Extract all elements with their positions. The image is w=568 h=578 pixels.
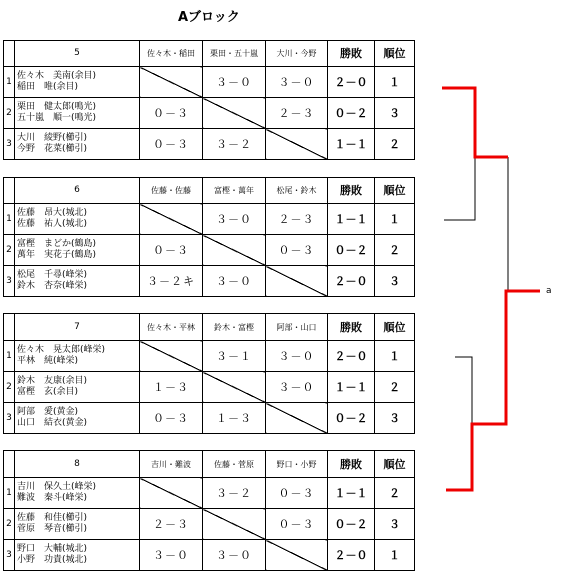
opponent-header: 吉川・難波	[140, 451, 203, 478]
match-result: ２－３	[266, 204, 328, 235]
match-result: ０－３	[140, 129, 203, 160]
win-loss: ２－０	[328, 266, 375, 297]
match-result: ３－２	[203, 129, 266, 160]
row-index: 1	[4, 478, 15, 509]
opponent-header: 富樫・萬年	[203, 178, 266, 204]
player-name: 佐々木 晃太郎(峰栄)	[17, 345, 106, 355]
row-index: 3	[4, 540, 15, 571]
player-name: 吉川 保久土(峰栄)	[17, 482, 97, 492]
match-result: ３－１	[203, 341, 266, 372]
player-name: 佐藤 和佳(櫛引)	[17, 513, 88, 523]
match-result: ３－２キ	[140, 266, 203, 297]
bracket-winner-group5	[442, 88, 508, 157]
match-result: ０－３	[140, 98, 203, 129]
row-index: 3	[4, 266, 15, 297]
player-name: 難波 秦斗(峰栄)	[17, 493, 88, 503]
opponent-header: 野口・小野	[266, 451, 328, 478]
row-index: 2	[4, 98, 15, 129]
player-name: 大川 綾野(櫛引)	[17, 133, 88, 143]
rank: ２	[375, 478, 415, 509]
rank: ３	[375, 266, 415, 297]
rank: ２	[375, 235, 415, 266]
win-loss: １－１	[328, 204, 375, 235]
player-name: 栗田 健太郎(鳴光)	[17, 102, 97, 112]
match-result: ３－０	[203, 204, 266, 235]
player-name: 富樫 まどか(鶴島)	[17, 239, 97, 249]
group-number: 7	[15, 314, 140, 341]
rank: １	[375, 67, 415, 98]
opponent-header: 栗田・五十嵐	[203, 41, 266, 67]
final-label: a	[546, 286, 552, 296]
win-loss: １－１	[328, 372, 375, 403]
match-result: ３－０	[266, 372, 328, 403]
match-result: ０－３	[140, 235, 203, 266]
group-number: 5	[15, 41, 140, 67]
match-result: １－３	[140, 372, 203, 403]
rank-header: 順位	[375, 451, 415, 478]
match-result: ２－３	[140, 509, 203, 540]
player-name: 今野 花菜(櫛引)	[17, 144, 88, 154]
opponent-header: 鈴木・富樫	[203, 314, 266, 341]
row-index: 2	[4, 235, 15, 266]
player-name: 佐々木 美南(余目)	[17, 71, 97, 81]
match-result: ０－３	[266, 478, 328, 509]
opponent-header: 佐々木・稲田	[140, 41, 203, 67]
row-index: 2	[4, 509, 15, 540]
player-name: 佐藤 祐人(城北)	[17, 219, 88, 229]
win-loss: ０－２	[328, 98, 375, 129]
player-name: 富樫 玄(余目)	[17, 387, 79, 397]
player-name: 平林 純(峰栄)	[17, 356, 79, 366]
match-result: ３－２	[203, 478, 266, 509]
group-number: 6	[15, 178, 140, 204]
player-name: 野口 大輔(城北)	[17, 544, 88, 554]
win-loss: １－１	[328, 478, 375, 509]
player-name: 萬年 実花子(鶴島)	[17, 250, 97, 260]
bracket-winner-group8	[446, 291, 540, 490]
group-number: 8	[15, 451, 140, 478]
player-name: 稲田 唯(余目)	[17, 82, 79, 92]
win-loss: １－１	[328, 129, 375, 160]
win-loss-header: 勝敗	[328, 451, 375, 478]
opponent-header: 佐々木・平林	[140, 314, 203, 341]
rank-header: 順位	[375, 41, 415, 67]
player-name: 鈴木 杏奈(峰栄)	[17, 281, 88, 291]
rank: ２	[375, 372, 415, 403]
row-index: 3	[4, 403, 15, 434]
match-result: ０－３	[140, 403, 203, 434]
win-loss-header: 勝敗	[328, 178, 375, 204]
bracket-line-group7	[455, 357, 472, 424]
row-index: 1	[4, 67, 15, 98]
win-loss: ２－０	[328, 540, 375, 571]
win-loss: ０－２	[328, 235, 375, 266]
player-name: 阿部 愛(黄金)	[17, 407, 79, 417]
rank-header: 順位	[375, 178, 415, 204]
rank: ２	[375, 129, 415, 160]
match-result: ３－０	[203, 540, 266, 571]
player-name: 佐藤 昂大(城北)	[17, 208, 88, 218]
rank-header: 順位	[375, 314, 415, 341]
player-name: 五十嵐 順一(鳴光)	[17, 113, 97, 123]
bracket-line-group6	[444, 157, 475, 220]
win-loss-header: 勝敗	[328, 314, 375, 341]
win-loss-header: 勝敗	[328, 41, 375, 67]
rank: ３	[375, 98, 415, 129]
win-loss: ２－０	[328, 341, 375, 372]
block-title: Aブロック	[178, 10, 240, 25]
win-loss: ０－２	[328, 403, 375, 434]
opponent-header: 大川・今野	[266, 41, 328, 67]
opponent-header: 阿部・山口	[266, 314, 328, 341]
player-name: 小野 功貴(城北)	[17, 555, 88, 565]
player-name: 菅原 琴音(櫛引)	[17, 524, 88, 534]
opponent-header: 佐藤・菅原	[203, 451, 266, 478]
match-result: ０－３	[266, 509, 328, 540]
player-name: 松尾 千尋(峰栄)	[17, 270, 88, 280]
rank: ３	[375, 403, 415, 434]
opponent-header: 松尾・鈴木	[266, 178, 328, 204]
match-result: ３－０	[266, 67, 328, 98]
rank: １	[375, 540, 415, 571]
row-index: 2	[4, 372, 15, 403]
match-result: ２－３	[266, 98, 328, 129]
match-result: ３－０	[203, 266, 266, 297]
match-result: ０－３	[266, 235, 328, 266]
opponent-header: 佐藤・佐藤	[140, 178, 203, 204]
match-result: １－３	[203, 403, 266, 434]
row-index: 3	[4, 129, 15, 160]
rank: １	[375, 204, 415, 235]
row-index: 1	[4, 341, 15, 372]
match-result: ３－０	[266, 341, 328, 372]
match-result: ３－０	[203, 67, 266, 98]
player-name: 鈴木 友康(余目)	[17, 376, 88, 386]
rank: ３	[375, 509, 415, 540]
player-name: 山口 結衣(黄金)	[17, 418, 88, 428]
match-result: ３－０	[140, 540, 203, 571]
rank: １	[375, 341, 415, 372]
row-index: 1	[4, 204, 15, 235]
win-loss: ０－２	[328, 509, 375, 540]
win-loss: ２－０	[328, 67, 375, 98]
